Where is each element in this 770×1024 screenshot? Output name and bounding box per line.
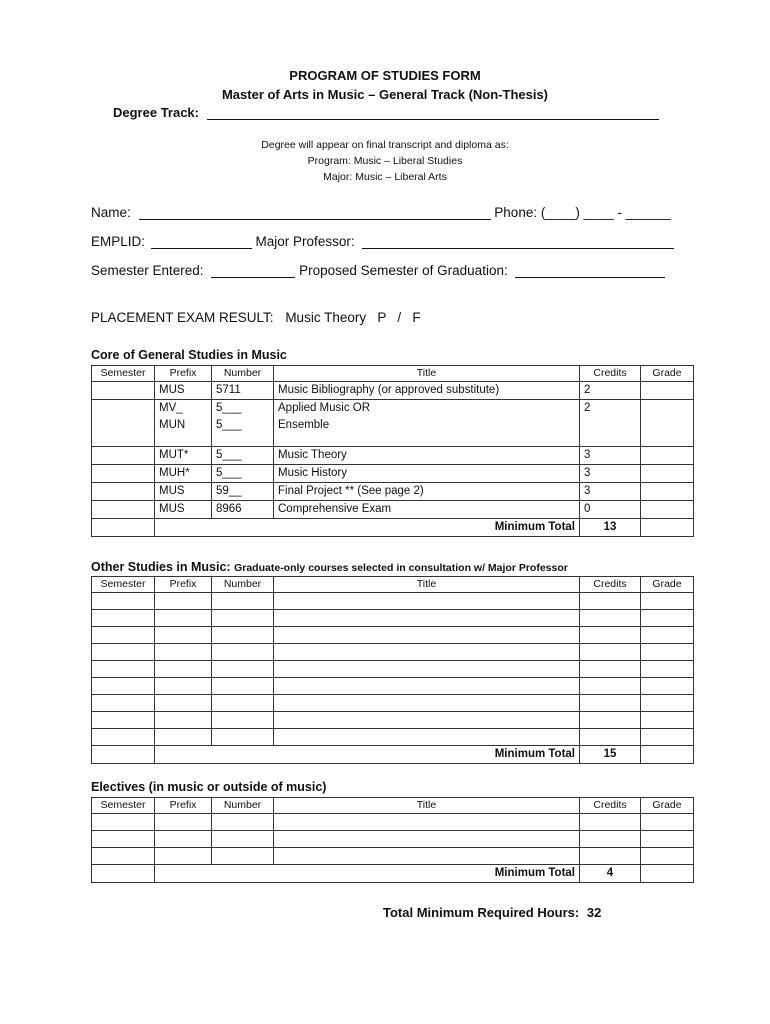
title-cell[interactable] bbox=[274, 661, 580, 678]
semester-cell[interactable] bbox=[92, 610, 155, 627]
title-cell[interactable] bbox=[274, 593, 580, 610]
emplid-row bbox=[91, 234, 674, 249]
core-table bbox=[91, 365, 694, 537]
emplid-field[interactable] bbox=[151, 234, 252, 249]
table-row bbox=[92, 712, 694, 729]
title-cell bbox=[274, 501, 580, 519]
emplid-label: EMPLID: bbox=[91, 234, 146, 249]
table-row bbox=[92, 382, 694, 400]
table-row bbox=[92, 501, 694, 519]
transcript-notice-line3: Major: Music – Liberal Arts bbox=[323, 171, 447, 183]
credits-cell[interactable] bbox=[580, 593, 641, 610]
table-cell bbox=[92, 865, 155, 883]
col-semester: Semester bbox=[92, 366, 155, 382]
number-cell[interactable] bbox=[212, 712, 274, 729]
semester-cell[interactable] bbox=[92, 501, 155, 519]
table-row bbox=[92, 644, 694, 661]
title-cell-line: Music Bibliography (or approved substitute) bbox=[278, 384, 500, 396]
prefix-cell[interactable] bbox=[155, 593, 212, 610]
grade-cell[interactable] bbox=[641, 593, 694, 610]
number-cell bbox=[212, 483, 274, 501]
grade-cell[interactable] bbox=[641, 483, 694, 501]
grade-cell[interactable] bbox=[641, 695, 694, 712]
credits-cell-line: 2 bbox=[584, 402, 591, 414]
name-field[interactable] bbox=[139, 205, 491, 220]
table-cell bbox=[92, 746, 155, 764]
title-cell bbox=[274, 400, 580, 447]
prefix-cell-line: MUT* bbox=[159, 449, 189, 461]
other-studies-table bbox=[91, 576, 694, 764]
title-cell[interactable] bbox=[274, 729, 580, 746]
credits-cell[interactable] bbox=[580, 831, 641, 848]
prefix-cell bbox=[155, 447, 212, 465]
grade-cell[interactable] bbox=[641, 465, 694, 483]
name-label: Name: bbox=[91, 205, 131, 220]
col-credits: Credits bbox=[580, 366, 641, 382]
table-row bbox=[92, 610, 694, 627]
grade-cell[interactable] bbox=[641, 729, 694, 746]
number-cell[interactable] bbox=[212, 593, 274, 610]
number-cell bbox=[212, 400, 274, 447]
number-cell bbox=[212, 465, 274, 483]
number-cell[interactable] bbox=[212, 695, 274, 712]
col-prefix: Prefix bbox=[155, 366, 212, 382]
semester-cell[interactable] bbox=[92, 678, 155, 695]
grade-cell[interactable] bbox=[641, 661, 694, 678]
table-row bbox=[92, 848, 694, 865]
major-professor-label: Major Professor: bbox=[255, 234, 355, 249]
number-cell[interactable] bbox=[212, 610, 274, 627]
electives-heading: Electives (in music or outside of music) bbox=[91, 780, 327, 794]
col-prefix: Prefix bbox=[155, 577, 212, 593]
other-studies-note: Graduate-only courses selected in consultation w/ Major Professor bbox=[234, 562, 568, 574]
col-number: Number bbox=[212, 798, 274, 814]
credits-cell[interactable] bbox=[580, 695, 641, 712]
semester-cell[interactable] bbox=[92, 712, 155, 729]
grade-cell[interactable] bbox=[641, 501, 694, 519]
semester-cell[interactable] bbox=[92, 644, 155, 661]
col-number: Number bbox=[212, 577, 274, 593]
number-cell[interactable] bbox=[212, 814, 274, 831]
credits-cell[interactable] bbox=[580, 644, 641, 661]
credits-cell-line: 3 bbox=[584, 485, 591, 497]
title-cell bbox=[274, 483, 580, 501]
number-cell-line: 5___ bbox=[216, 467, 242, 479]
semester-row bbox=[91, 263, 665, 278]
table-cell bbox=[641, 746, 694, 764]
semester-cell[interactable] bbox=[92, 848, 155, 865]
col-title: Title bbox=[274, 577, 580, 593]
electives-total-row bbox=[92, 865, 694, 883]
col-semester: Semester bbox=[92, 577, 155, 593]
grade-cell[interactable] bbox=[641, 627, 694, 644]
credits-cell[interactable] bbox=[580, 678, 641, 695]
semester-cell[interactable] bbox=[92, 400, 155, 447]
other-studies-title: Other Studies in Music: bbox=[91, 560, 231, 574]
electives-total-value: 4 bbox=[580, 865, 641, 883]
number-cell[interactable] bbox=[212, 644, 274, 661]
title-cell[interactable] bbox=[274, 695, 580, 712]
grade-cell[interactable] bbox=[641, 831, 694, 848]
prefix-cell-line: MUS bbox=[159, 503, 185, 515]
table-row bbox=[92, 695, 694, 712]
title-cell-line: Comprehensive Exam bbox=[278, 503, 392, 515]
semester-cell[interactable] bbox=[92, 447, 155, 465]
semester-entered-field[interactable] bbox=[211, 263, 295, 278]
col-grade: Grade bbox=[641, 577, 694, 593]
prefix-cell[interactable] bbox=[155, 678, 212, 695]
table-cell bbox=[641, 865, 694, 883]
table-row bbox=[92, 627, 694, 644]
credits-cell[interactable] bbox=[580, 848, 641, 865]
core-header-row bbox=[92, 366, 694, 382]
electives-body bbox=[92, 814, 694, 865]
grade-cell[interactable] bbox=[641, 610, 694, 627]
col-prefix: Prefix bbox=[155, 798, 212, 814]
col-grade: Grade bbox=[641, 366, 694, 382]
prefix-cell[interactable] bbox=[155, 627, 212, 644]
semester-entered-label: Semester Entered: bbox=[91, 263, 204, 278]
credits-cell bbox=[580, 447, 641, 465]
credits-cell-line: 0 bbox=[584, 503, 591, 515]
prefix-cell bbox=[155, 465, 212, 483]
semester-cell[interactable] bbox=[92, 465, 155, 483]
core-heading: Core of General Studies in Music bbox=[91, 348, 287, 362]
grade-cell[interactable] bbox=[641, 712, 694, 729]
semester-cell[interactable] bbox=[92, 831, 155, 848]
number-cell[interactable] bbox=[212, 729, 274, 746]
col-title: Title bbox=[274, 366, 580, 382]
proposed-graduation-field[interactable] bbox=[515, 263, 665, 278]
table-row bbox=[92, 447, 694, 465]
degree-track-field[interactable] bbox=[207, 105, 659, 120]
number-cell[interactable] bbox=[212, 627, 274, 644]
prefix-cell-line: MV_ bbox=[159, 402, 183, 414]
grade-cell[interactable] bbox=[641, 382, 694, 400]
title-cell-line: Music History bbox=[278, 467, 348, 479]
col-title: Title bbox=[274, 798, 580, 814]
prefix-cell-line: MUH* bbox=[159, 467, 190, 479]
title-cell-line: Applied Music OR bbox=[278, 402, 371, 414]
title-cell[interactable] bbox=[274, 678, 580, 695]
form-subtitle: Master of Arts in Music – General Track (Non-Thesis) bbox=[221, 87, 549, 102]
table-row bbox=[92, 483, 694, 501]
col-credits: Credits bbox=[580, 798, 641, 814]
other-total-row bbox=[92, 746, 694, 764]
title-cell-line: Final Project ** (See page 2) bbox=[278, 485, 424, 497]
prefix-cell[interactable] bbox=[155, 661, 212, 678]
prefix-cell[interactable] bbox=[155, 610, 212, 627]
credits-cell bbox=[580, 400, 641, 447]
grade-cell[interactable] bbox=[641, 447, 694, 465]
total-required-label: Total Minimum Required Hours: bbox=[383, 905, 580, 920]
semester-cell[interactable] bbox=[92, 729, 155, 746]
total-required-row bbox=[383, 905, 601, 920]
degree-track-row bbox=[113, 105, 659, 120]
prefix-cell[interactable] bbox=[155, 695, 212, 712]
col-number: Number bbox=[212, 366, 274, 382]
prefix-cell-line: MUN bbox=[159, 419, 186, 431]
prefix-cell[interactable] bbox=[155, 814, 212, 831]
number-cell[interactable] bbox=[212, 848, 274, 865]
title-cell bbox=[274, 465, 580, 483]
other-total-value: 15 bbox=[580, 746, 641, 764]
other-total-label: Minimum Total bbox=[155, 746, 580, 764]
credits-cell-line: 2 bbox=[584, 384, 591, 396]
credits-cell bbox=[580, 465, 641, 483]
table-row bbox=[92, 814, 694, 831]
core-total-row bbox=[92, 519, 694, 537]
core-total-label: Minimum Total bbox=[155, 519, 580, 537]
table-row bbox=[92, 678, 694, 695]
number-cell-line: 8966 bbox=[216, 503, 242, 515]
placement-exam-result[interactable]: Music Theory P / F bbox=[285, 310, 421, 325]
phone-label[interactable]: Phone: (____) ____ - ______ bbox=[494, 205, 671, 220]
transcript-notice-line2: Program: Music – Liberal Studies bbox=[307, 155, 463, 167]
other-studies-heading bbox=[91, 560, 568, 574]
credits-cell-line bbox=[584, 417, 636, 434]
number-cell-line: 59__ bbox=[216, 485, 242, 497]
table-row bbox=[92, 661, 694, 678]
credits-cell[interactable] bbox=[580, 661, 641, 678]
credits-cell[interactable] bbox=[580, 712, 641, 729]
title-cell-line: Music Theory bbox=[278, 449, 347, 461]
number-cell-line: 5___ bbox=[216, 419, 242, 431]
title-cell[interactable] bbox=[274, 712, 580, 729]
prefix-cell[interactable] bbox=[155, 729, 212, 746]
title-cell-line: Ensemble bbox=[278, 419, 330, 431]
prefix-cell bbox=[155, 382, 212, 400]
other-header-row bbox=[92, 577, 694, 593]
other-body bbox=[92, 593, 694, 746]
number-cell[interactable] bbox=[212, 678, 274, 695]
prefix-cell bbox=[155, 501, 212, 519]
form-title: PROGRAM OF STUDIES FORM bbox=[289, 68, 481, 83]
semester-cell[interactable] bbox=[92, 382, 155, 400]
number-cell-line: 5___ bbox=[216, 449, 242, 461]
title-cell bbox=[274, 382, 580, 400]
title-cell[interactable] bbox=[274, 610, 580, 627]
prefix-cell-line: MUS bbox=[159, 384, 185, 396]
title-cell[interactable] bbox=[274, 627, 580, 644]
core-total-value: 13 bbox=[580, 519, 641, 537]
prefix-cell bbox=[155, 483, 212, 501]
credits-cell[interactable] bbox=[580, 814, 641, 831]
grade-cell[interactable] bbox=[641, 400, 694, 447]
grade-cell[interactable] bbox=[641, 644, 694, 661]
credits-cell bbox=[580, 501, 641, 519]
number-cell-line: 5711 bbox=[216, 384, 241, 396]
credits-cell[interactable] bbox=[580, 610, 641, 627]
electives-header-row bbox=[92, 798, 694, 814]
grade-cell[interactable] bbox=[641, 814, 694, 831]
core-body bbox=[92, 382, 694, 519]
number-cell bbox=[212, 501, 274, 519]
prefix-cell-line: MUS bbox=[159, 485, 185, 497]
title-cell[interactable] bbox=[274, 831, 580, 848]
grade-cell[interactable] bbox=[641, 848, 694, 865]
electives-total-label: Minimum Total bbox=[155, 865, 580, 883]
title-cell[interactable] bbox=[274, 644, 580, 661]
table-row bbox=[92, 400, 694, 447]
prefix-cell[interactable] bbox=[155, 848, 212, 865]
semester-cell[interactable] bbox=[92, 593, 155, 610]
table-row bbox=[92, 593, 694, 610]
number-cell bbox=[212, 382, 274, 400]
proposed-graduation-label: Proposed Semester of Graduation: bbox=[299, 263, 508, 278]
prefix-cell[interactable] bbox=[155, 712, 212, 729]
table-cell bbox=[92, 519, 155, 537]
title-cell bbox=[274, 447, 580, 465]
table-row bbox=[92, 465, 694, 483]
table-row bbox=[92, 729, 694, 746]
credits-cell[interactable] bbox=[580, 729, 641, 746]
placement-exam-label: PLACEMENT EXAM RESULT: bbox=[91, 310, 274, 325]
semester-cell[interactable] bbox=[92, 814, 155, 831]
credits-cell-line: 3 bbox=[584, 449, 591, 461]
electives-table bbox=[91, 797, 694, 883]
placement-exam-row bbox=[91, 310, 421, 325]
total-required-value: 32 bbox=[586, 905, 602, 920]
prefix-cell[interactable] bbox=[155, 644, 212, 661]
semester-cell[interactable] bbox=[92, 483, 155, 501]
number-cell-line: 5___ bbox=[216, 402, 242, 414]
table-cell bbox=[641, 519, 694, 537]
credits-cell bbox=[580, 382, 641, 400]
number-cell[interactable] bbox=[212, 661, 274, 678]
prefix-cell[interactable] bbox=[155, 831, 212, 848]
title-cell[interactable] bbox=[274, 814, 580, 831]
col-grade: Grade bbox=[641, 798, 694, 814]
credits-cell bbox=[580, 483, 641, 501]
col-credits: Credits bbox=[580, 577, 641, 593]
table-row bbox=[92, 831, 694, 848]
major-professor-field[interactable] bbox=[362, 234, 674, 249]
semester-cell[interactable] bbox=[92, 661, 155, 678]
title-cell[interactable] bbox=[274, 848, 580, 865]
col-semester: Semester bbox=[92, 798, 155, 814]
name-row bbox=[91, 205, 671, 220]
transcript-notice-line1: Degree will appear on final transcript and diploma as: bbox=[261, 139, 509, 151]
grade-cell[interactable] bbox=[641, 678, 694, 695]
number-cell bbox=[212, 447, 274, 465]
prefix-cell bbox=[155, 400, 212, 447]
credits-cell-line: 3 bbox=[584, 467, 591, 479]
semester-cell[interactable] bbox=[92, 627, 155, 644]
credits-cell[interactable] bbox=[580, 627, 641, 644]
semester-cell[interactable] bbox=[92, 695, 155, 712]
degree-track-label: Degree Track: bbox=[113, 105, 199, 120]
number-cell[interactable] bbox=[212, 831, 274, 848]
